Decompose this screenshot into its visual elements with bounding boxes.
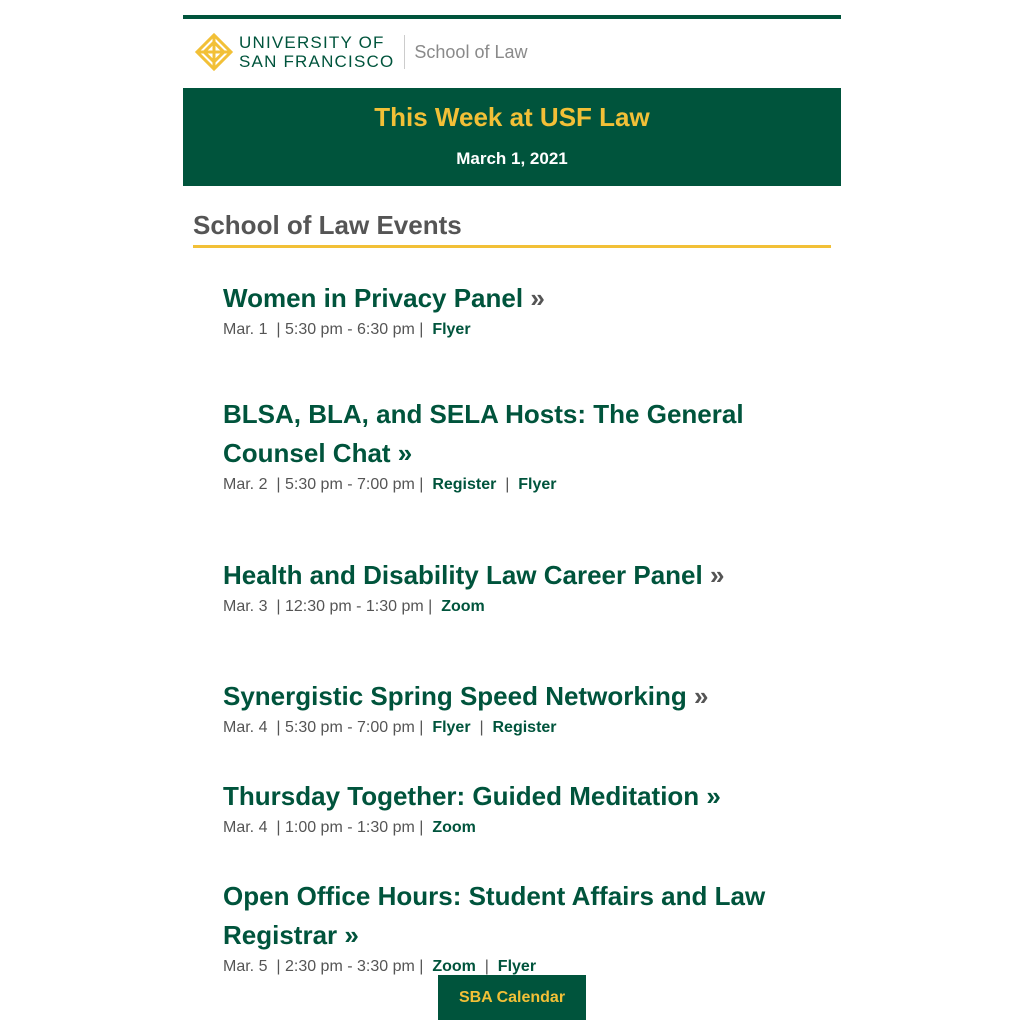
- sba-calendar-button[interactable]: SBA Calendar: [438, 975, 586, 1020]
- event-item: [223, 877, 783, 977]
- event-date: Mar. 1: [223, 321, 268, 338]
- separator: |: [267, 476, 285, 493]
- event-time: 5:30 pm - 7:00 pm: [284, 719, 415, 736]
- separator: |: [475, 958, 498, 975]
- event-link-zoom[interactable]: Zoom: [441, 598, 485, 615]
- section-underline: [193, 245, 831, 248]
- event-title: Health and Disability Law Career Panel: [223, 560, 703, 590]
- event-title: Synergistic Spring Speed Networking: [223, 681, 687, 711]
- event-title-link[interactable]: [223, 279, 783, 318]
- logo-divider: [404, 35, 405, 69]
- header-banner: [183, 88, 841, 186]
- newsletter-date: March 1, 2021: [456, 149, 568, 168]
- separator: |: [267, 321, 285, 338]
- event-title: Thursday Together: Guided Meditation: [223, 781, 700, 811]
- separator: |: [423, 598, 442, 615]
- event-title: Open Office Hours: Student Affairs and Law Registrar: [223, 881, 766, 950]
- event-link-zoom[interactable]: Zoom: [432, 819, 476, 836]
- separator: |: [267, 719, 285, 736]
- separator: |: [414, 958, 433, 975]
- event-link-register[interactable]: Register: [432, 476, 497, 493]
- event-link-register[interactable]: Register: [492, 719, 557, 736]
- event-item: [223, 556, 783, 617]
- event-title-link[interactable]: [223, 677, 783, 716]
- university-name: UNIVERSITY OF SAN FRANCISCO: [239, 33, 395, 71]
- event-title-link[interactable]: [223, 395, 783, 473]
- event-meta: [223, 597, 783, 617]
- separator: |: [470, 719, 493, 736]
- event-time: 1:00 pm - 1:30 pm: [284, 819, 415, 836]
- separator: |: [267, 819, 285, 836]
- separator: |: [414, 321, 433, 338]
- event-date: Mar. 4: [223, 819, 268, 836]
- raquo-icon: »: [699, 781, 721, 811]
- event-date: Mar. 5: [223, 958, 268, 975]
- separator: |: [267, 598, 285, 615]
- raquo-icon: »: [702, 560, 725, 590]
- event-meta: [223, 475, 783, 495]
- event-title-link[interactable]: [223, 777, 783, 816]
- separator: |: [414, 719, 433, 736]
- event-meta: [223, 818, 783, 838]
- separator: |: [267, 958, 285, 975]
- event-item: [223, 777, 783, 838]
- event-title: BLSA, BLA, and SELA Hosts: The General Counsel Chat: [223, 399, 744, 468]
- event-link-zoom[interactable]: Zoom: [432, 958, 476, 975]
- section-title: School of Law Events: [193, 210, 462, 240]
- separator: |: [414, 819, 433, 836]
- event-date: Mar. 3: [223, 598, 268, 615]
- event-link-flyer[interactable]: Flyer: [497, 958, 537, 975]
- event-link-flyer[interactable]: Flyer: [518, 476, 557, 493]
- event-list: [223, 279, 783, 977]
- event-time: 12:30 pm - 1:30 pm: [284, 598, 424, 615]
- event-time: 2:30 pm - 3:30 pm: [284, 958, 415, 975]
- event-item: [223, 395, 783, 495]
- event-title-link[interactable]: [223, 556, 783, 595]
- separator: |: [414, 476, 433, 493]
- usf-cross-logo-icon: [193, 31, 235, 73]
- newsletter-title: This Week at USF Law: [374, 102, 650, 132]
- school-name: School of Law: [414, 41, 528, 62]
- event-date: Mar. 4: [223, 719, 268, 736]
- event-date: Mar. 2: [223, 476, 268, 493]
- event-meta: [223, 718, 783, 738]
- event-time: 5:30 pm - 6:30 pm: [284, 321, 415, 338]
- raquo-icon: »: [686, 681, 709, 711]
- event-meta: [223, 320, 783, 340]
- event-title-link[interactable]: [223, 877, 783, 955]
- event-link-flyer[interactable]: Flyer: [432, 719, 471, 736]
- usf-logo[interactable]: [193, 28, 527, 76]
- top-bar: [183, 15, 841, 19]
- event-link-flyer[interactable]: Flyer: [432, 321, 471, 338]
- raquo-icon: »: [337, 920, 359, 950]
- event-item: [223, 677, 783, 738]
- raquo-icon: »: [390, 438, 413, 468]
- raquo-icon: »: [523, 283, 545, 313]
- event-time: 5:30 pm - 7:00 pm: [284, 476, 415, 493]
- event-meta: [223, 957, 783, 977]
- separator: |: [496, 476, 519, 493]
- event-item: [223, 279, 783, 340]
- event-title: Women in Privacy Panel: [223, 283, 524, 313]
